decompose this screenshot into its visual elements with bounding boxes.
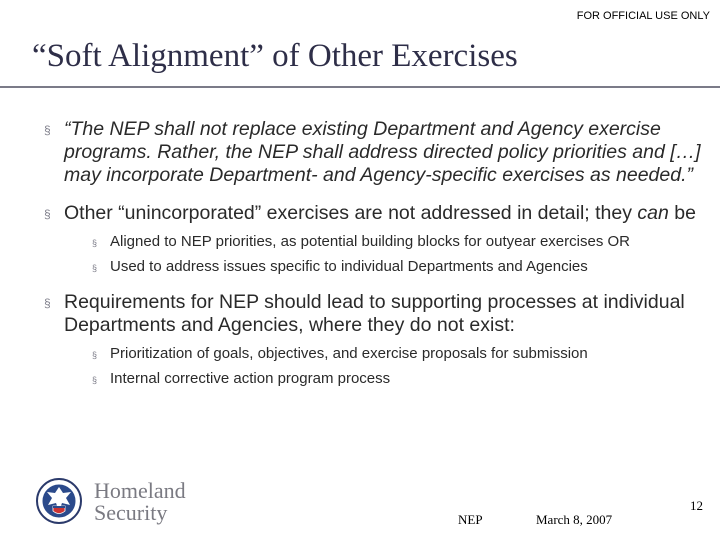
logo-wordmark xyxy=(94,480,186,524)
classification-label: FOR OFFICIAL USE ONLY xyxy=(576,10,710,22)
bullet-quote xyxy=(42,118,702,187)
bullet-marker-icon: § xyxy=(44,296,51,310)
bullet-text-end: be xyxy=(668,202,696,224)
bullet-requirements xyxy=(42,291,702,388)
sub-bullet-text: Internal corrective action program process xyxy=(110,370,391,387)
logo-line-homeland: Homeland xyxy=(94,478,186,503)
bullet-emphasis: can xyxy=(637,202,669,224)
bullet-text: Other “unincorporated” exercises are not addressed in detail; they xyxy=(64,202,638,224)
sub-bullet-marker-icon: § xyxy=(92,375,98,385)
homeland-security-logo xyxy=(36,478,226,528)
dhs-seal-icon xyxy=(36,478,82,524)
footer-nep-label: NEP xyxy=(458,512,483,527)
sub-bullet-text: Used to address issues specific to individual Departments and Agencies xyxy=(110,258,588,275)
sub-bullet xyxy=(64,258,702,276)
sub-bullet-list xyxy=(64,345,702,388)
sub-bullet xyxy=(64,370,702,388)
page-number: 12 xyxy=(690,498,703,513)
sub-bullet-text: Prioritization of goals, objectives, and exercise proposals for submission xyxy=(110,345,588,362)
sub-bullet-marker-icon: § xyxy=(92,238,98,248)
logo-line-security: Security xyxy=(94,500,168,525)
footer-date: March 8, 2007 xyxy=(536,512,613,527)
sub-bullet-text: Aligned to NEP priorities, as potential building blocks for outyear exercises OR xyxy=(110,233,630,250)
slide-title: “Soft Alignment” of Other Exercises xyxy=(32,38,518,74)
bullet-unincorporated xyxy=(42,202,702,276)
sub-bullet-marker-icon: § xyxy=(92,350,98,360)
sub-bullet xyxy=(64,233,702,251)
bullet-text: “The NEP shall not replace existing Department and Agency exercise programs. Rather, the NEP shall address directed policy priorities and […] may incorporate Department- and Agency-specific exercises as needed.” xyxy=(64,118,701,186)
bullet-marker-icon: § xyxy=(44,207,51,221)
sub-bullet xyxy=(64,345,702,363)
title-divider xyxy=(0,86,720,88)
bullet-marker-icon: § xyxy=(44,123,51,137)
sub-bullet-list xyxy=(64,233,702,276)
sub-bullet-marker-icon: § xyxy=(92,263,98,273)
bullet-list xyxy=(42,118,702,388)
bullet-text: Requirements for NEP should lead to supporting processes at individual Departments and Agencies, where they do not exist: xyxy=(64,291,685,336)
